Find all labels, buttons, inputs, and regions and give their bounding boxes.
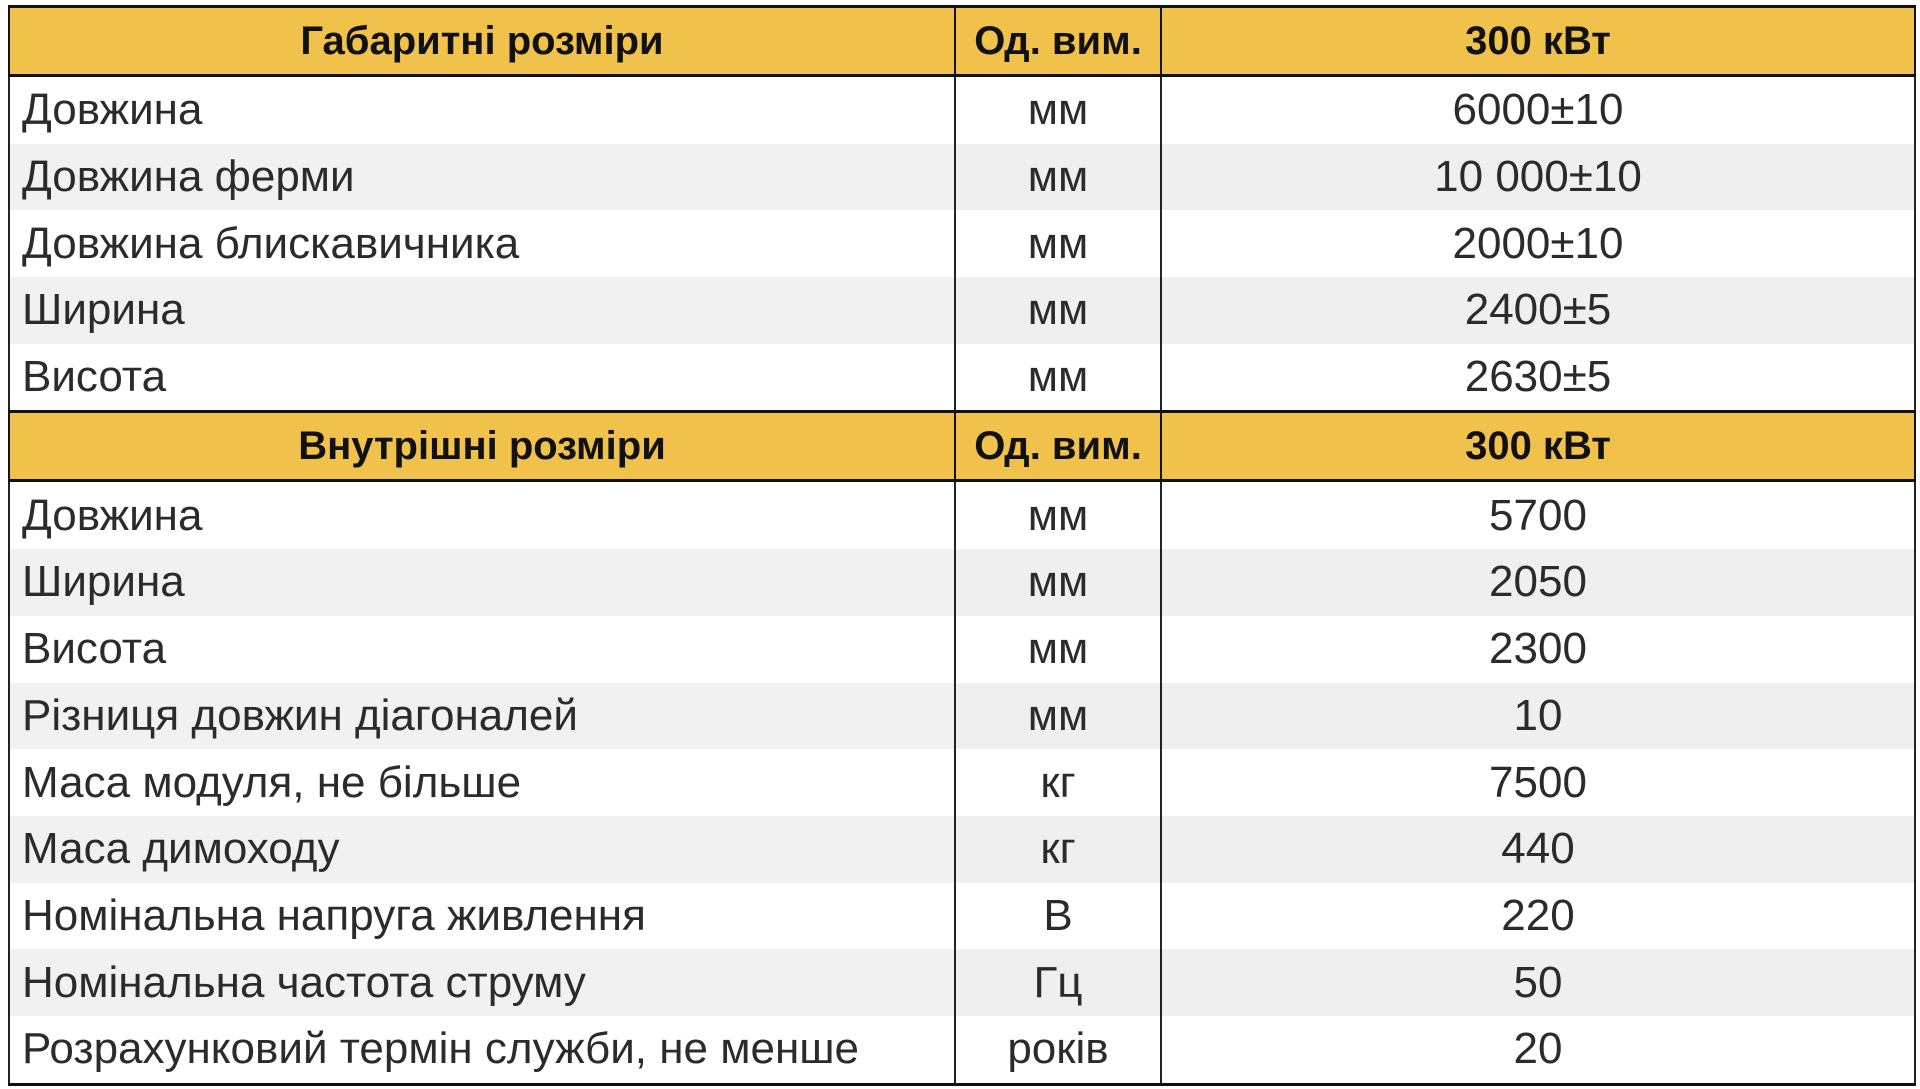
row-value: 5700: [1161, 481, 1915, 549]
row-parameter: Ширина: [9, 277, 955, 344]
table-row: [9, 344, 1915, 412]
row-unit: кг: [955, 816, 1161, 883]
header-unit: Од. вим.: [955, 412, 1161, 481]
table-row: [9, 210, 1915, 277]
row-parameter: Номінальна напруга живлення: [9, 883, 955, 950]
table-row: [9, 144, 1915, 211]
header-value: 300 кВт: [1161, 7, 1915, 76]
row-unit: мм: [955, 210, 1161, 277]
header-parameter: Внутрішні розміри: [9, 412, 955, 481]
row-parameter: Висота: [9, 344, 955, 412]
row-unit: мм: [955, 277, 1161, 344]
row-unit: мм: [955, 76, 1161, 144]
row-parameter: Розрахунковий термін служби, не менше: [9, 1016, 955, 1084]
row-value: 220: [1161, 883, 1915, 950]
row-parameter: Ширина: [9, 549, 955, 616]
row-unit: мм: [955, 481, 1161, 549]
section-header-internal-dimensions: [9, 412, 1915, 481]
section-header-overall-dimensions: [9, 7, 1915, 76]
row-parameter: Номінальна частота струму: [9, 949, 955, 1016]
table-row: [9, 949, 1915, 1016]
row-unit: мм: [955, 344, 1161, 412]
row-unit: Гц: [955, 949, 1161, 1016]
row-value: 2300: [1161, 616, 1915, 683]
table-row: [9, 883, 1915, 950]
row-parameter: Довжина: [9, 76, 955, 144]
row-value: 7500: [1161, 749, 1915, 816]
header-parameter: Габаритні розміри: [9, 7, 955, 76]
row-value: 2000±10: [1161, 210, 1915, 277]
row-unit: В: [955, 883, 1161, 950]
table-row: [9, 616, 1915, 683]
row-value: 2630±5: [1161, 344, 1915, 412]
row-value: 50: [1161, 949, 1915, 1016]
table-row: [9, 481, 1915, 549]
row-unit: мм: [955, 549, 1161, 616]
specifications-table: [8, 5, 1916, 1086]
row-parameter: Довжина блискавичника: [9, 210, 955, 277]
row-value: 6000±10: [1161, 76, 1915, 144]
row-parameter: Висота: [9, 616, 955, 683]
row-parameter: Довжина: [9, 481, 955, 549]
row-unit: мм: [955, 683, 1161, 750]
table-row: [9, 816, 1915, 883]
table-row: [9, 1016, 1915, 1084]
row-parameter: Маса димоходу: [9, 816, 955, 883]
table-row: [9, 749, 1915, 816]
row-value: 440: [1161, 816, 1915, 883]
header-value: 300 кВт: [1161, 412, 1915, 481]
row-value: 10: [1161, 683, 1915, 750]
table-row: [9, 683, 1915, 750]
row-unit: мм: [955, 616, 1161, 683]
header-unit: Од. вим.: [955, 7, 1161, 76]
row-unit: років: [955, 1016, 1161, 1084]
row-value: 2400±5: [1161, 277, 1915, 344]
row-value: 10 000±10: [1161, 144, 1915, 211]
table-row: [9, 76, 1915, 144]
row-parameter: Маса модуля, не більше: [9, 749, 955, 816]
table-row: [9, 277, 1915, 344]
row-parameter: Різниця довжин діагоналей: [9, 683, 955, 750]
row-unit: мм: [955, 144, 1161, 211]
table-row: [9, 549, 1915, 616]
row-value: 2050: [1161, 549, 1915, 616]
row-unit: кг: [955, 749, 1161, 816]
row-value: 20: [1161, 1016, 1915, 1084]
row-parameter: Довжина ферми: [9, 144, 955, 211]
